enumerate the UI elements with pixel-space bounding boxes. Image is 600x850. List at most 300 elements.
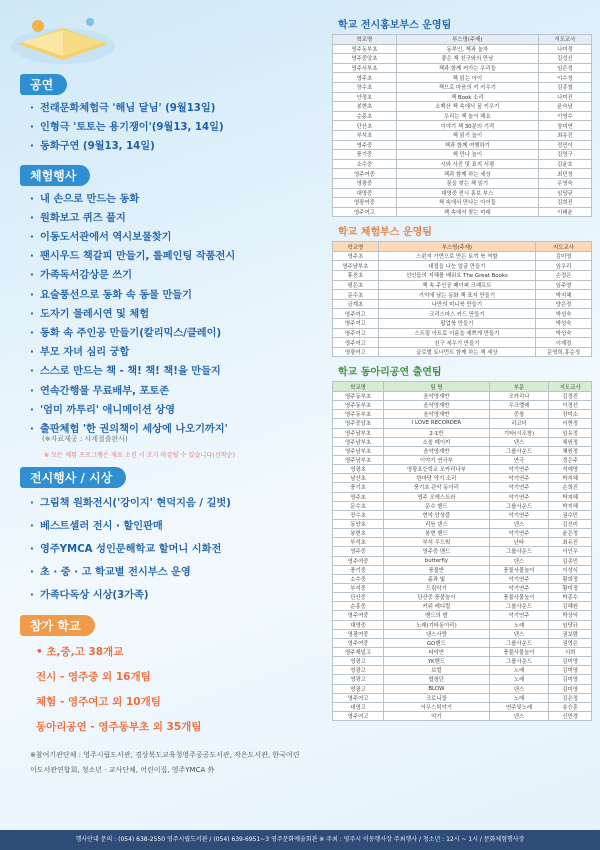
table-cell: 책과 함께 여행하기	[396, 140, 538, 150]
list-item: · 그림책 원화전시('강이지' 현덕지음 / 길벗)	[30, 492, 306, 515]
table-row	[333, 519, 592, 528]
table-cell: 아우스틱악기	[384, 702, 489, 711]
table-cell: 김미영	[549, 657, 592, 666]
table-cell: 크리스마스 카드 만들기	[378, 309, 535, 319]
table-cell: 박상익	[549, 611, 592, 620]
table-cell: 소울 메이커	[384, 437, 489, 446]
table-cell: 영광여중	[333, 198, 397, 208]
experience-list	[14, 190, 306, 440]
table-cell: 책 속 주인공 페이퍼 크래프트	[378, 280, 535, 290]
table-cell: 댄스	[489, 711, 549, 720]
table-cell: 영광고	[333, 684, 384, 693]
table-cell: 영주동부초	[333, 410, 384, 419]
list-item: · 영주YMCA 성인문해학교 할머니 시화전	[30, 538, 306, 561]
table-row	[333, 198, 592, 208]
table-row	[333, 455, 592, 464]
table-row	[333, 483, 592, 492]
list-item: · 전래문화체험극 '해님 달님' (9월13일)	[30, 99, 306, 118]
table-cell: 풍기중	[333, 150, 397, 160]
table-cell: 문수 밴드	[384, 501, 489, 510]
table-cell: 김혜원	[549, 602, 592, 611]
table-cell: 나미정	[538, 44, 591, 54]
table-cell: 음악영재반	[384, 401, 489, 410]
table-cell: 소수중	[333, 574, 384, 583]
performance-list	[14, 99, 306, 157]
table-cell: 박지혜	[536, 290, 592, 300]
table-cell: 댄스	[489, 437, 549, 446]
table-cell: 악기연주	[489, 465, 549, 474]
table-row	[333, 111, 592, 121]
table-cell: 기타(시조창)	[489, 428, 549, 437]
table-cell: 대접을 나눈 얼굴 만들기	[378, 261, 535, 271]
table-cell: 장수초	[333, 82, 397, 92]
table-cell: 김영구	[538, 150, 591, 160]
table-cell: 스트링 아트로 이름을 예쁘게 만들기	[378, 328, 535, 338]
table-row	[333, 702, 592, 711]
table-cell: 풍물사물놀이	[489, 565, 549, 574]
table-cell: 댄스	[489, 629, 549, 638]
table-cell: 임당규	[538, 188, 591, 198]
table-cell: 권수민	[549, 510, 592, 519]
table-cell: 나미진	[538, 92, 591, 102]
table-cell: 댄스사랑	[384, 629, 489, 638]
table-cell: 임은정	[538, 63, 591, 73]
table-cell: 리코더	[489, 419, 549, 428]
table-cell: 부석초	[333, 130, 397, 140]
table-cell: 노래	[489, 693, 549, 702]
table-cell: 악기연주	[489, 492, 549, 501]
list-item: · 팬시우드 책갈피 만들기, 롤페인팅 작품전시	[30, 247, 306, 266]
table-cell: 부석초	[333, 538, 384, 547]
table-header: 지도교사	[536, 242, 592, 252]
table-cell: 송승훈	[549, 702, 592, 711]
table-cell: 책 읽기 놀이	[396, 130, 538, 140]
table-row	[333, 150, 592, 160]
table-cell: 단산중 풍물놀이	[384, 593, 489, 602]
list-item: • 초,중,고 38개교	[36, 646, 124, 659]
table-cell: 한마당 악기 소리	[384, 474, 489, 483]
experience-note: ※ 모든 체험 프로그램은 재료 소진 시 조기 마감될 수 있습니다(선착순)	[44, 452, 236, 460]
table-cell: 영주남부초	[333, 446, 384, 455]
table-cell: 영주남부초	[333, 428, 384, 437]
table-cell: 그룹사운드	[489, 446, 549, 455]
table-cell: 김정진	[549, 392, 592, 401]
table-cell: 영주중	[333, 140, 397, 150]
table-cell: 손정은	[536, 271, 592, 281]
table-row	[333, 338, 592, 348]
list-item: · 내 손으로 만드는 동화	[30, 190, 306, 209]
list-item: 동아리공연 - 영주동부초 외 35개팀	[36, 721, 202, 734]
table-cell: 영주여고	[333, 319, 379, 329]
table-cell: 흙과 빛	[384, 574, 489, 583]
table-row	[333, 465, 592, 474]
table-cell: 영주남부초	[333, 261, 379, 271]
list-item: · 도자기 물레시연 및 체험	[30, 305, 306, 324]
table-header: 부문	[489, 382, 549, 392]
table-cell: 황미정	[549, 583, 592, 592]
table-cell: 영주중 밴드	[384, 547, 489, 556]
list-item: · 동화구연 (9월13, 14일)	[30, 137, 306, 156]
table-cell: 그룹사운드	[489, 638, 549, 647]
table-cell: 손희진	[549, 483, 592, 492]
table-cell: 최유진	[538, 130, 591, 140]
list-item: · 가족독서감상문 쓰기	[30, 266, 306, 285]
table-row	[333, 492, 592, 501]
table-cell: 김성신	[538, 54, 591, 64]
table-cell: 대영고	[333, 702, 384, 711]
table-row	[333, 666, 592, 675]
experience-heading: 체험행사	[20, 165, 90, 186]
table-row	[333, 428, 592, 437]
list-item: 체험 - 영주여고 외 10개팀	[36, 696, 161, 709]
table-cell: 영주여고	[333, 328, 379, 338]
table-row	[333, 419, 592, 428]
table-cell: 석예영	[549, 465, 592, 474]
table-cell: 대영중	[333, 620, 384, 629]
table-cell: 음악영재반	[384, 392, 489, 401]
table-row	[333, 261, 592, 271]
table-row	[333, 693, 592, 702]
table-row	[333, 102, 592, 112]
table-cell: 문수초	[333, 501, 384, 510]
table-cell: 김미영	[549, 666, 592, 675]
table-cell: 악기연주	[489, 583, 549, 592]
table-cell: 노래	[489, 675, 549, 684]
table-cell: 임주영	[536, 280, 592, 290]
table-cell: 우리는 책 놀이 해요	[396, 111, 538, 121]
table-cell: 친구 세우기 만들기	[378, 338, 535, 348]
table-cell: 풍기초 관악 동아리	[384, 483, 489, 492]
table-cell: 영주여고	[333, 309, 379, 319]
table-cell: 윤숙남	[538, 102, 591, 112]
table-cell: 영주여중	[333, 556, 384, 565]
table-cell: 밴드의 밤	[384, 611, 489, 620]
list-item: · 인형극 '토토는 용기쟁이'(9월13, 14일)	[30, 118, 306, 137]
table-row	[333, 299, 592, 309]
table-cell: 권영은	[549, 638, 592, 647]
table-cell: 기억에 남는 동화 책 표지 만들기	[378, 290, 535, 300]
list-item: · 스스로 만드는 책 - 책! 책! 책!을 만들지	[30, 362, 306, 381]
table-cell: 남산초	[333, 474, 384, 483]
table-cell: 풍물사물놀이	[489, 593, 549, 602]
table-cell: 책 속에서 찾는 미래	[396, 207, 538, 217]
table-cell: 이수정	[538, 73, 591, 83]
table-cell: 영주여고	[333, 207, 397, 217]
table-row	[333, 44, 592, 54]
table-cell: 박지혜	[549, 474, 592, 483]
table-cell: 박지혜	[549, 492, 592, 501]
table-cell: 노래(기타동아리)	[384, 620, 489, 629]
table-cell: 음악영재반	[384, 446, 489, 455]
table-cell: 영주여중	[333, 638, 384, 647]
table-cell: 악기	[384, 711, 489, 720]
table-cell: 보컬	[384, 666, 489, 675]
schools-list	[14, 640, 306, 740]
list-item: · 이동도서관에서 역시보물찾기	[30, 228, 306, 247]
table-row	[333, 611, 592, 620]
table-cell: 그룹사운드	[489, 501, 549, 510]
table-cell: 키위 레디컬	[384, 602, 489, 611]
table-row	[333, 63, 592, 73]
table-row	[333, 593, 592, 602]
table-cell: 봉현초	[333, 102, 397, 112]
table-header: 학교명	[333, 242, 379, 252]
table-cell: 박종수	[549, 593, 592, 602]
table-cell: 봉현초	[333, 529, 384, 538]
table-cell: 휴천초	[333, 271, 379, 281]
table-cell: 김은정	[549, 693, 592, 702]
table-cell: 풍기중	[333, 565, 384, 574]
table-cell: 황희정	[549, 574, 592, 583]
list-item: · 베스트셀러 전시 · 할인판매	[30, 515, 306, 538]
table-row	[333, 328, 592, 338]
table-cell: 책 읽는 아이	[396, 73, 538, 83]
table-row	[333, 290, 592, 300]
table-row	[333, 437, 592, 446]
table-cell: 임유정	[549, 428, 592, 437]
open-book-illustration	[8, 6, 118, 68]
table-cell: 부석중	[333, 583, 384, 592]
table-cell: 현악 앙상블	[384, 510, 489, 519]
table-cell: 이정선	[549, 401, 592, 410]
table-row	[333, 309, 592, 319]
table-cell: 연주및노래	[489, 702, 549, 711]
table-row	[333, 675, 592, 684]
table-row	[333, 474, 592, 483]
table-row	[333, 620, 592, 629]
table-cell: 동양초	[333, 519, 384, 528]
list-item: · 초 · 중 · 고 학교별 전시부스 운영	[30, 561, 306, 584]
table-cell: 장미소	[549, 410, 592, 419]
table-cell: 김윤호	[538, 159, 591, 169]
table-cell: 정민이	[538, 140, 591, 150]
table-row	[333, 602, 592, 611]
table-row	[333, 638, 592, 647]
list-item: 전시 - 영주중 외 16개팀	[36, 671, 151, 684]
table-cell: 이인우	[549, 547, 592, 556]
table-cell: 영주 오케스트라	[384, 492, 489, 501]
table-cell: 스펀지 가면으로 만든 토끼 북 역할	[378, 251, 535, 261]
table-cell: 이야기 연극부	[384, 455, 489, 464]
table-cell: 음악영재반	[384, 410, 489, 419]
table-cell: 최민정	[538, 169, 591, 179]
schools-heading: 참가 학교	[20, 615, 95, 636]
table-cell: 박성숙	[536, 319, 592, 329]
table-cell: 영주초	[333, 251, 379, 261]
table-row	[333, 392, 592, 401]
table-cell: 대영중	[333, 188, 397, 198]
table-cell: 영주동부초	[333, 401, 384, 410]
table-row	[333, 169, 592, 179]
table-cell: 봉현 밴드	[384, 529, 489, 538]
table-cell: 안정초	[333, 92, 397, 102]
table-cell: 박성숙	[536, 328, 592, 338]
table-row	[333, 629, 592, 638]
table-cell: 영주남부초	[333, 455, 384, 464]
table-cell: 영주동부초	[333, 392, 384, 401]
table-cell: 시와 사진 및 표지 서평	[396, 159, 538, 169]
table-cell: 노래	[489, 620, 549, 629]
table-cell: 채원정	[549, 437, 592, 446]
table-cell: 문수초	[333, 290, 379, 300]
table-cell: 영광고	[333, 666, 384, 675]
table-cell: 이태윤	[538, 207, 591, 217]
table-cell: 순흥중	[333, 602, 384, 611]
table-row	[333, 538, 592, 547]
table-row	[333, 347, 592, 357]
table-cell: 악기연주	[489, 483, 549, 492]
table-cell: 김종민	[549, 556, 592, 565]
table-cell: 최유진	[549, 538, 592, 547]
list-item: · 출판체험 '한 권의책이 세상에 나오기까지'	[30, 420, 306, 439]
table-cell: 악기연주	[489, 510, 549, 519]
table-cell: 김선미	[549, 519, 592, 528]
table-cell: 영광여고	[333, 347, 379, 357]
table-cell: 이성식	[549, 565, 592, 574]
table-cell: 글로벌 토너먼트 함께 하는 책 세상	[378, 347, 535, 357]
table-cell: 김미영	[549, 675, 592, 684]
table-cell: 나만의 미니북 만들기	[378, 299, 535, 309]
table-cell: 영주남부초	[333, 437, 384, 446]
table-cell: 금계초	[333, 299, 379, 309]
table-row	[333, 501, 592, 510]
table-row	[333, 271, 592, 281]
table-cell: butterfly	[384, 556, 489, 565]
table-cell: 그룹사운드	[489, 547, 549, 556]
table-cell: 좋은 책 친구와의 만남	[396, 54, 538, 64]
table-cell: 영주초	[333, 73, 397, 83]
table-header: 학교명	[333, 35, 397, 45]
table-cell: 우크렐레	[489, 401, 549, 410]
table-cell: 영광고	[333, 675, 384, 684]
table-cell: 영광초	[333, 465, 384, 474]
table-cell: 영주중앙초	[333, 54, 397, 64]
table-cell: 임우리	[536, 261, 592, 271]
table-cell: 2-1반	[384, 428, 489, 437]
table-cell: 양은정	[536, 299, 592, 309]
exhibition-heading: 전시행사 / 시상	[20, 467, 126, 488]
table-cell: BLOW	[384, 684, 489, 693]
table-cell: 영주여고	[333, 338, 379, 348]
participants-footnote: ※참여기관단체 : 영주시립도서관, 경상북도교육청영주공공도서관, 작은도서관, 한국어린이도서관연합회, 청소년 · 교사단체, 어린이집, 영주YMCA 外	[30, 751, 300, 775]
table-cell: 윤은정	[549, 529, 592, 538]
right-column	[308, 10, 596, 721]
table-cell: 크로니클	[384, 693, 489, 702]
table-cell: 풍기초	[333, 483, 384, 492]
table-cell: 난타	[489, 538, 549, 547]
table-cell: 타악반	[384, 647, 489, 656]
table-cell: 신민경	[549, 711, 592, 720]
table-cell: 동부인, 책과 놀자	[396, 44, 538, 54]
list-item: · 요술풍선으로 동화 속 동물 만들기	[30, 286, 306, 305]
table-cell: 영주중앙초	[333, 419, 384, 428]
exhibition-list	[14, 492, 306, 607]
table-cell: 박지혜	[549, 501, 592, 510]
table-row	[333, 73, 592, 83]
table-cell: 책 속에서 만나는 아이들	[396, 198, 538, 208]
table-cell: 책으로 마음의 키 키우기	[396, 82, 538, 92]
table-cell: 정은주	[549, 455, 592, 464]
table-row	[333, 159, 592, 169]
table-cell: 영주초	[333, 492, 384, 501]
table-cell: 영주서부초	[333, 63, 397, 73]
performance-heading: 공연	[20, 74, 67, 95]
table-cell: 장수초	[333, 510, 384, 519]
table-row	[333, 657, 592, 666]
table-cell: 영주여중	[333, 611, 384, 620]
table-cell: 노래	[489, 666, 549, 675]
table-cell: 영주여고	[333, 693, 384, 702]
table-cell: 악기연주	[489, 529, 549, 538]
club-table	[332, 381, 592, 721]
table-cell: 김미영	[536, 251, 592, 261]
exhibit-table-title: 학교 전시홍보부스 운영팀	[338, 20, 452, 31]
table-cell: 권보람	[549, 629, 592, 638]
table-cell: 이야기 책 30분의 기적	[396, 121, 538, 131]
hands-table-title: 학교 체험부스 운영팀	[338, 227, 432, 239]
table-cell: 그룹사운드	[489, 657, 549, 666]
table-row	[333, 574, 592, 583]
table-cell: 대영중 전시 홍보 부스	[396, 188, 538, 198]
table-cell: 책 만나 놀이	[396, 150, 538, 160]
table-cell: 소수중	[333, 159, 397, 169]
table-cell: 중창	[489, 410, 549, 419]
table-cell: 풍물반	[384, 565, 489, 574]
table-row	[333, 510, 592, 519]
table-cell: 장미연	[538, 121, 591, 131]
table-cell: 우영숙	[538, 178, 591, 188]
table-row	[333, 446, 592, 455]
table-cell: 드림악기	[384, 583, 489, 592]
table-cell: 책과 함께 커가는 우리들	[396, 63, 538, 73]
table-header: 팀 명	[384, 382, 489, 392]
table-row	[333, 130, 592, 140]
table-cell: 단산중	[333, 593, 384, 602]
table-row	[333, 251, 592, 261]
table-header: 부스명(주제)	[396, 35, 538, 45]
left-column	[14, 66, 306, 778]
table-cell: 선인들의 지혜를 배워요 The Great Books	[378, 271, 535, 281]
table-row	[333, 583, 592, 592]
table-cell: 김종철	[538, 82, 591, 92]
table-cell: 책 Book 소리	[396, 92, 538, 102]
table-row	[333, 82, 592, 92]
table-cell: 악기연주	[489, 611, 549, 620]
table-cell: 합창단	[384, 675, 489, 684]
table-cell: 이재정	[536, 338, 592, 348]
table-row	[333, 319, 592, 329]
exhibit-table	[332, 34, 592, 217]
table-cell: 댄스	[489, 519, 549, 528]
list-item: · 연속간행물 무료배부, 포토존	[30, 382, 306, 401]
table-header: 학교명	[333, 382, 384, 392]
table-cell: 악기연주	[489, 574, 549, 583]
table-row	[333, 54, 592, 64]
table-cell: I LOVE RECORDER	[384, 419, 489, 428]
table-cell: 영광여중	[333, 629, 384, 638]
source-credit: (※자료제공 : 사계절출판사)	[42, 435, 128, 444]
table-row	[333, 92, 592, 102]
hands-table	[332, 241, 592, 357]
table-row	[333, 647, 592, 656]
table-header: 부스명(주제)	[378, 242, 535, 252]
table-cell: 팝업북 만들기	[378, 319, 535, 329]
table-cell: 그룹사운드	[489, 602, 549, 611]
table-cell: 영주제일고	[333, 647, 384, 656]
table-row	[333, 401, 592, 410]
table-cell: 서희	[549, 647, 592, 656]
table-cell: 댄스	[489, 684, 549, 693]
